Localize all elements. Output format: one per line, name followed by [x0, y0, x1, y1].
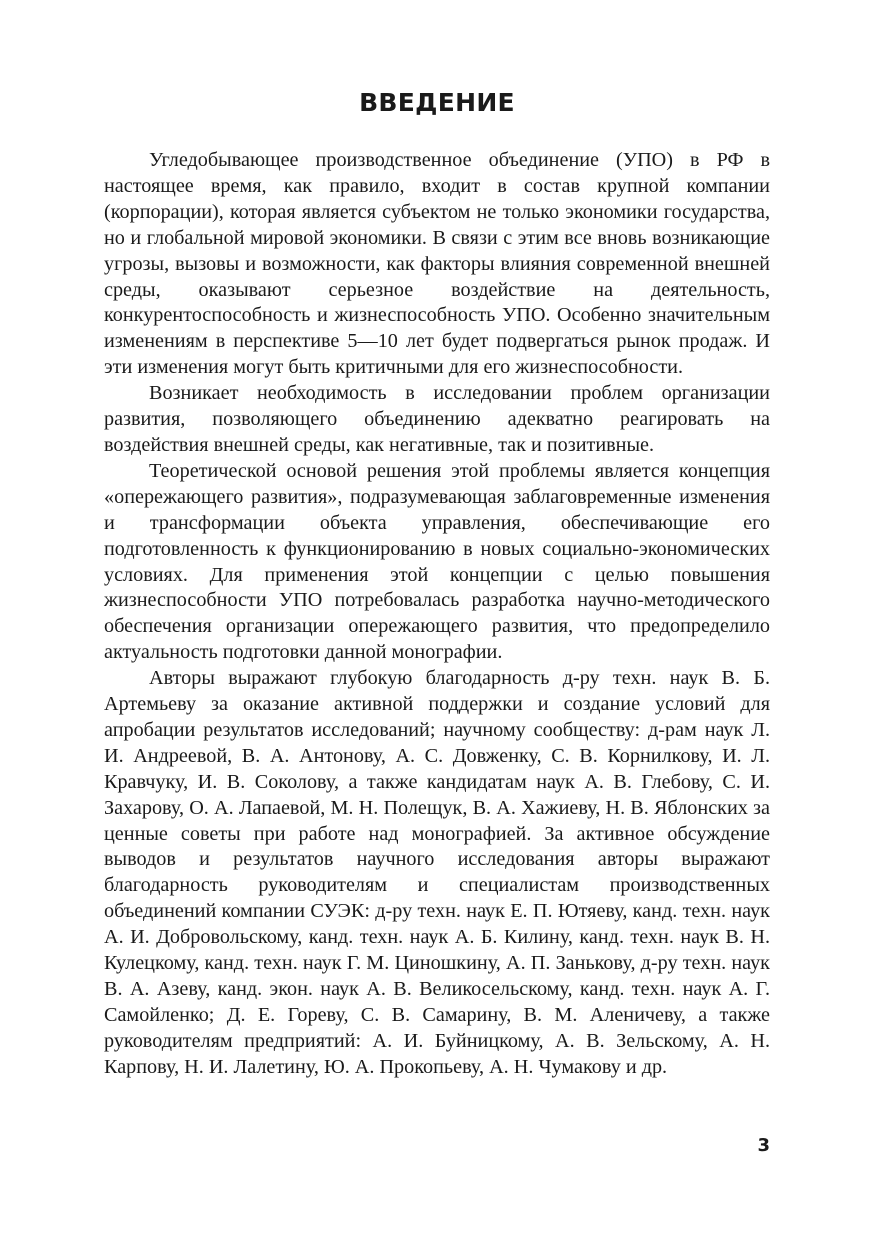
- document-page: [104, 0, 770, 1241]
- paragraph-1: Угледобывающее производственное объединение (УПО) в РФ в настоящее время, как правило, входит в состав крупной компании (корпорации), которая является субъектом не только экономики государства, но и глобальной мировой экономики. В связи с этим все вновь возникающие угрозы, вызовы и возможности, как факторы влияния современной внешней среды, оказывают серьезное воздействие на деятельность, конкурентоспособность и жизнеспособность УПО. Особенно значительным изменениям в перспективе 5—10 лет будет подвергаться рынок продаж. И эти изменения могут быть критичными для его жизнеспособности.: [104, 149, 770, 379]
- paragraph-3: Теоретической основой решения этой проблемы является концепция «опережающего развития», подразумевающая заблаговременные изменения и трансформации объекта управления, обеспечивающие его подготовленность к функционированию в новых социально-экономических условиях. Для применения этой концепции с целью повышения жизнеспособности УПО потребовалась разработка научно-методического обеспечения организации опережающего развития, что предопределило актуальность подготовки данной монографии.: [104, 459, 770, 664]
- page-number: 3: [757, 1135, 770, 1156]
- body-text: [104, 148, 770, 1081]
- paragraph-2: Возникает необходимость в исследовании проблем организации развития, позволяющего объединению адекватно реагировать на воздействия внешней среды, как негативные, так и позитивные.: [104, 382, 770, 456]
- page-title: ВВЕДЕНИЕ: [359, 88, 515, 117]
- paragraph-4: Авторы выражают глубокую благодарность д-ру техн. наук В. Б. Артемьеву за оказание активной поддержки и создание условий для апробации результатов исследований; научному сообществу: д-рам наук Л. И. Андреевой, В. А. Антонову, А. С. Довженку, С. В. Корнилкову, И. Л. Кравчуку, И. В. Соколову, а также кандидатам наук А. В. Глебову, С. И. Захарову, О. А. Лапаевой, М. Н. Полещук, В. А. Хажиеву, Н. В. Яблонских за ценные советы при работе над монографией. За активное обсуждение выводов и результатов научного исследования авторы выражают благодарность руководителям и специалистам производственных объединений компании СУЭК: д-ру техн. наук Е. П. Ютяеву, канд. техн. наук А. И. Добровольскому, канд. техн. наук А. Б. Килину, канд. техн. наук В. Н. Кулецкому, канд. техн. наук Г. М. Циношкину, А. П. Занькову, д-ру техн. наук В. А. Азеву, канд. экон. наук А. В. Великосельскому, канд. техн. наук А. Г. Самойленко; Д. Е. Гореву, С. В. Самарину, В. М. Аленичеву, а также руководителям предприятий: А. И. Буйницкому, А. В. Зельскому, А. Н. Карпову, Н. И. Лалетину, Ю. А. Прокопьеву, А. Н. Чумакову и др.: [104, 667, 770, 1078]
